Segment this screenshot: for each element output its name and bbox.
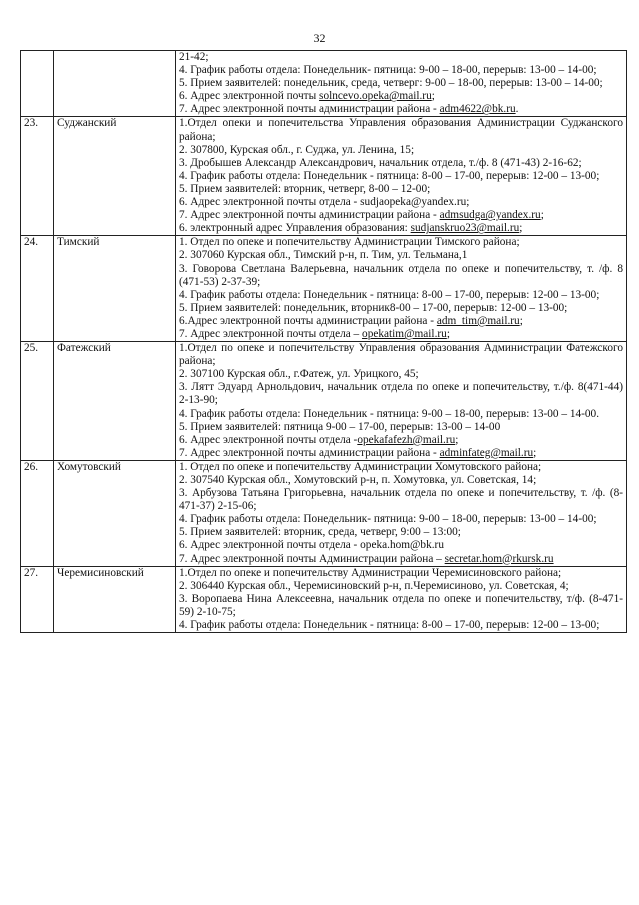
row-number: 23. (21, 117, 54, 236)
detail-text: 4. График работы отдела: Понедельник- пятница: 9-00 – 18-00, перерыв: 13-00 – 14-00; (179, 64, 597, 77)
detail-punctuation: ; (519, 222, 523, 235)
detail-line (179, 434, 623, 447)
detail-line (179, 302, 623, 315)
detail-text: 3. Арбузова Татьяна Григорьевна, начальник отдела по опеке и попечительству, т. /ф. (8-471-37) 2-15-06; (179, 487, 623, 513)
detail-text: 4. График работы отдела: Понедельник - пятница: 9-00 – 18-00, перерыв: 13-00 – 14-00. (179, 407, 600, 420)
detail-line (179, 249, 623, 262)
department-details (176, 117, 627, 236)
district-name: Хомутовский (54, 460, 176, 566)
row-number: 26. (21, 460, 54, 566)
detail-punctuation: ; (540, 209, 544, 222)
detail-text: 3. Лятт Эдуард Арнольдович, начальник отдела по опеке и попечительству, т./ф. 8(471-44) 2-13-90; (179, 381, 623, 407)
table-row (21, 342, 627, 461)
detail-text: 7. Адрес электронной почты Администрации района – (179, 552, 445, 565)
detail-text: 6.Адрес электронной почты администрации района - (179, 314, 437, 327)
detail-line (179, 103, 623, 116)
detail-text: 7. Адрес электронной почты администрации района - (179, 103, 440, 116)
detail-text: 3. Дробышев Александр Александрович, начальник отдела, т./ф. 8 (471-43) 2-16-62; (179, 156, 582, 169)
table-row (21, 236, 627, 342)
detail-line (179, 487, 623, 513)
detail-line (179, 236, 623, 249)
detail-line (179, 263, 623, 289)
detail-line (179, 421, 623, 434)
email-link[interactable]: opekafafezh@mail.ru (357, 433, 456, 446)
email-link[interactable]: adminfateg@mail.ru (439, 446, 534, 459)
table-body (21, 51, 627, 633)
detail-text: 5. Прием заявителей: понедельник, вторник8-00 – 17-00, перерыв: 12-00 – 13-00; (179, 301, 568, 314)
detail-text: 1.Отдел опеки и попечительства Управления образования Администрации Суджанского района; (179, 117, 623, 143)
detail-line (179, 170, 623, 183)
detail-line (179, 196, 623, 209)
email-link[interactable]: sudjanskruo23@mail.ru (410, 222, 520, 235)
detail-text: 1.Отдел по опеке и попечительству Администрации Черемисиновского района; (179, 566, 562, 579)
detail-punctuation: . (515, 103, 519, 116)
detail-line (179, 157, 623, 170)
detail-line (179, 567, 623, 580)
detail-line (179, 289, 623, 302)
district-name (54, 51, 176, 117)
detail-line (179, 183, 623, 196)
detail-line (179, 209, 623, 222)
detail-line (179, 381, 623, 407)
detail-line (179, 342, 623, 368)
detail-line (179, 619, 623, 632)
table-row (21, 460, 627, 566)
email-link[interactable]: admsudga@yandex.ru (439, 209, 541, 222)
email-link[interactable]: secretar.hom@rkursk.ru (444, 552, 554, 565)
detail-punctuation: ; (446, 327, 450, 340)
detail-punctuation: ; (533, 446, 537, 459)
detail-line (179, 77, 623, 90)
district-name: Фатежский (54, 342, 176, 461)
detail-text: 2. 307540 Курская обл., Хомутовский р-н, п. Хомутовка, ул. Советская, 14; (179, 474, 537, 486)
detail-text: 3. Говорова Светлана Валерьевна, начальник отдела по опеке и попечительству, т. /ф. 8 (471-53) 2-37-39; (179, 262, 623, 288)
detail-line (179, 580, 623, 593)
row-number (21, 51, 54, 117)
detail-text: 4. График работы отдела: Понедельник - пятница: 8-00 – 17-00, перерыв: 12-00 – 13-00; (179, 169, 600, 182)
detail-punctuation: ; (431, 90, 435, 103)
detail-text: 2. 307800, Курская обл., г. Суджа, ул. Ленина, 15; (179, 143, 415, 156)
detail-text: 5. Прием заявителей: понедельник, среда, четверг: 9-00 – 18-00, перерыв: 13-00 – 14-00; (179, 77, 603, 90)
detail-text: 2. 307060 Курская обл., Тимский р-н, п. Тим, ул. Тельмана,1 (179, 249, 468, 262)
detail-text: 3. Воропаева Нина Алексеевна, начальник отдела по опеке и попечительству, т/ф. (8-471-59) 2-10-75; (179, 592, 623, 618)
detail-text: 7. Адрес электронной почты отдела – (179, 327, 363, 340)
detail-line (179, 144, 623, 157)
department-details (176, 236, 627, 342)
detail-text: 4. График работы отдела: Понедельник - пятница: 8-00 – 17-00, перерыв: 12-00 – 13-00; (179, 288, 600, 301)
page-number: 32 (313, 31, 326, 45)
department-details (176, 566, 627, 632)
department-details (176, 51, 627, 117)
detail-text: 4. График работы отдела: Понедельник - пятница: 8-00 – 17-00, перерыв: 12-00 – 13-00; (179, 619, 600, 632)
detail-line (179, 64, 623, 77)
row-number: 24. (21, 236, 54, 342)
detail-text: 4. График работы отдела: Понедельник- пятница: 9-00 – 18-00, перерыв: 13-00 – 14-00; (179, 513, 597, 526)
detail-line (179, 90, 623, 103)
detail-line (179, 368, 623, 381)
detail-punctuation: ; (455, 433, 459, 446)
detail-line (179, 447, 623, 460)
detail-text: 1. Отдел по опеке и попечительству Администрации Хомутовского района; (179, 460, 542, 473)
table-row (21, 117, 627, 236)
detail-text: 6. электронный адрес Управления образования: (179, 222, 411, 235)
detail-text: 5. Прием заявителей: вторник, четверг, 8-00 – 12-00; (179, 182, 431, 195)
detail-text: 2. 306440 Курская обл., Черемисиновский р-н, п.Черемисиново, ул. Советская, 4; (179, 579, 569, 592)
detail-text: 5. Прием заявителей: вторник, среда, четверг, 9:00 – 13:00; (179, 526, 461, 539)
detail-punctuation: ; (519, 314, 523, 327)
detail-text: 7. Адрес электронной почты администрации района - (179, 209, 440, 222)
detail-text: 6. Адрес электронной почты (179, 90, 320, 103)
detail-line (179, 553, 623, 566)
detail-line (179, 315, 623, 328)
detail-text: 7. Адрес электронной почты администрации района - (179, 446, 440, 459)
email-link[interactable]: opekatim@mail.ru (362, 327, 447, 340)
detail-line (179, 461, 623, 474)
department-details (176, 342, 627, 461)
detail-line (179, 513, 623, 526)
table-row (21, 51, 627, 117)
district-name: Тимский (54, 236, 176, 342)
table-row (21, 566, 627, 632)
detail-text: 6. Адрес электронной почты отдела - opeka.hom@bk.ru (179, 539, 444, 552)
email-link[interactable]: adm4622@bk.ru (439, 103, 516, 116)
email-link[interactable]: solncevo.opeka@mail.ru (319, 90, 432, 103)
detail-text: 6. Адрес электронной почты отдела - sudjaopeka@yandex.ru; (179, 196, 470, 209)
email-link[interactable]: adm_tim@mail.ru (436, 314, 520, 327)
detail-text: 1.Отдел по опеке и попечительству Управления образования Администрации Фатежского района; (179, 342, 623, 368)
district-name: Суджанский (54, 117, 176, 236)
detail-line (179, 117, 623, 143)
detail-line (179, 474, 623, 487)
detail-text: 1. Отдел по опеке и попечительству Администрации Тимского района; (179, 236, 520, 249)
detail-text: 21-42; (179, 51, 209, 63)
district-name: Черемисиновский (54, 566, 176, 632)
guardianship-registry-table (20, 50, 627, 633)
detail-line (179, 222, 623, 235)
detail-line (179, 593, 623, 619)
detail-line (179, 408, 623, 421)
detail-line (179, 526, 623, 539)
detail-line (179, 539, 623, 552)
detail-line (179, 328, 623, 341)
department-details (176, 460, 627, 566)
row-number: 27. (21, 566, 54, 632)
detail-line (179, 51, 623, 64)
detail-text: 2. 307100 Курская обл., г.Фатеж, ул. Урицкого, 45; (179, 368, 419, 381)
detail-text: 6. Адрес электронной почты отдела - (179, 433, 358, 446)
detail-text: 5. Прием заявителей: пятница 9-00 – 17-00, перерыв: 13-00 – 14-00 (179, 420, 501, 433)
row-number: 25. (21, 342, 54, 461)
